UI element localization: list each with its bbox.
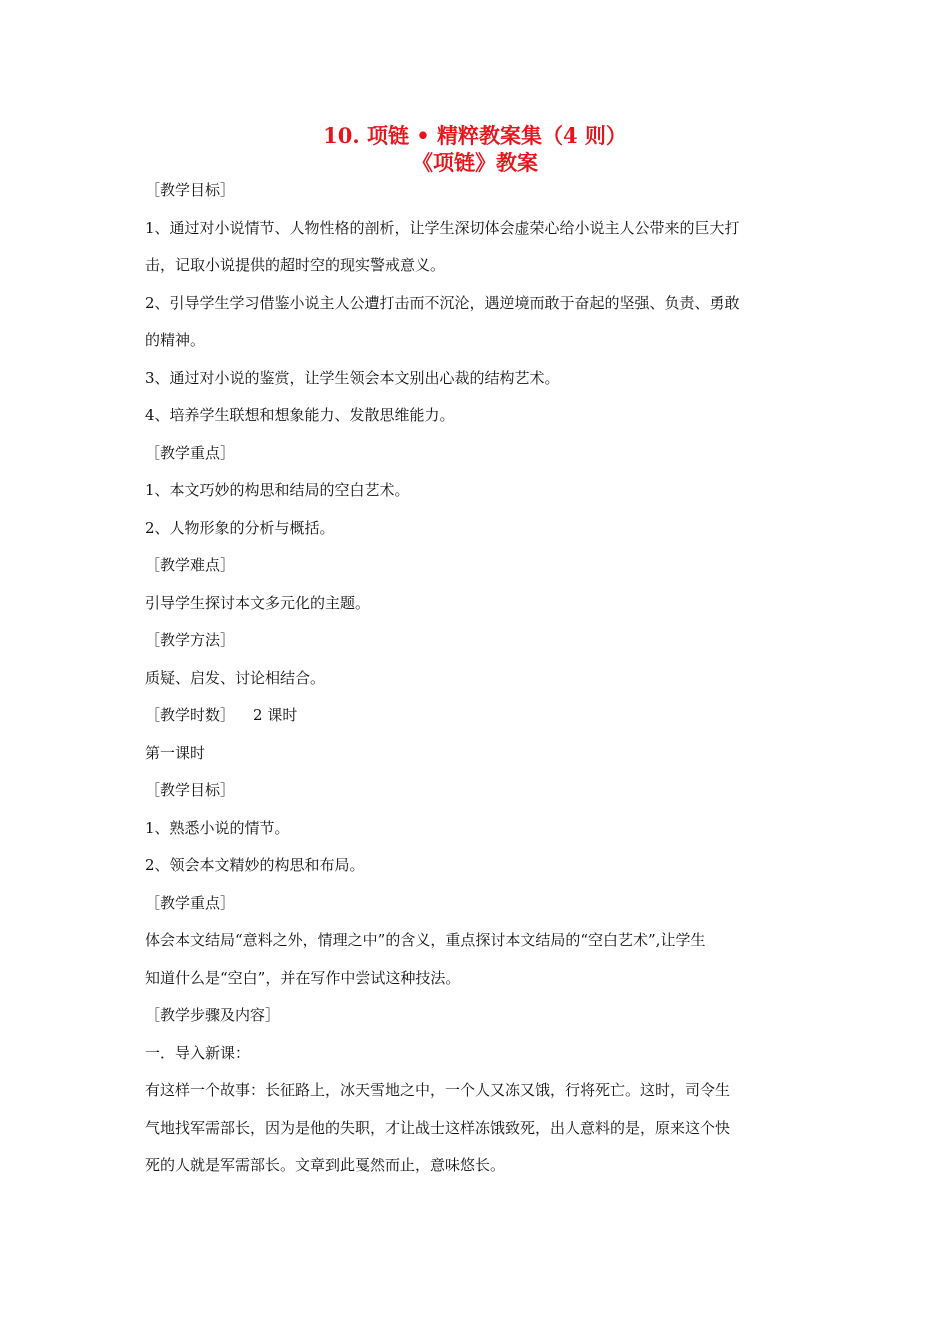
lesson-heading: 第一课时 [145,743,206,762]
document-body [145,172,810,1185]
paragraph-line: 3、通过对小说的鉴赏，让学生领会本文别出心裁的结构艺术。 [145,368,560,387]
paragraph-line: 质疑、启发、讨论相结合。 [145,668,326,687]
paragraph-line: 知道什么是“空白”，并在写作中尝试这种技法。 [145,968,461,987]
lesson-hours-line [145,697,810,735]
section-heading-methods: ［教学方法］ [145,631,236,649]
section-heading-objectives: ［教学目标］ [145,181,236,199]
paragraph-line: 1、通过对小说情节、人物性格的剖析，让学生深切体会虚荣心给小说主人公带来的巨大打 [145,218,740,237]
document-title: 10. 项链 • 精粹教案集（4 则） [323,123,627,148]
section-heading-difficulties: ［教学难点］ [145,556,236,574]
paragraph-line: 一．导入新课： [145,1043,251,1062]
title-block [0,122,950,176]
paragraph-line: 2、人物形象的分析与概括。 [145,518,335,537]
paragraph-line: 击，记取小说提供的超时空的现实警戒意义。 [145,256,446,274]
paragraph-line: 2、领会本文精妙的构思和布局。 [145,856,365,874]
section-heading-steps: ［教学步骤及内容］ [145,1006,281,1024]
paragraph-line: 引导学生探讨本文多元化的主题。 [145,593,371,612]
paragraph-line: 气地找军需部长，因为是他的失职，才让战士这样冻饿致死，出人意料的是，原来这个快 [145,1118,731,1137]
lesson-hours-label: ［教学时数］ [145,706,236,724]
paragraph-line: 的精神。 [145,331,206,349]
document-subtitle: 《项链》教案 [412,150,538,175]
paragraph-line: 死的人就是军需部长。文章到此戛然而止，意味悠长。 [145,1156,506,1174]
section-heading-key-points: ［教学重点］ [145,893,236,912]
paragraph-line: 4、培养学生联想和想象能力、发散思维能力。 [145,406,455,424]
section-heading-objectives: ［教学目标］ [145,781,236,799]
section-heading-key-points: ［教学重点］ [145,443,236,462]
paragraph-line: 2、引导学生学习借鉴小说主人公遭打击而不沉沦，遇逆境而敢于奋起的坚强、负责、勇敢 [145,293,740,312]
paragraph-line: 有这样一个故事：长征路上，冰天雪地之中，一个人又冻又饿，行将死亡。这时，司令生 [145,1081,731,1099]
paragraph-line: 1、本文巧妙的构思和结局的空白艺术。 [145,481,410,499]
paragraph-line: 体会本文结局“意料之外，情理之中”的含义，重点探讨本文结局的“空白艺术”,让学生 [145,931,706,949]
paragraph-line: 1、熟悉小说的情节。 [145,818,290,837]
lesson-hours-value: 2 课时 [253,706,298,724]
